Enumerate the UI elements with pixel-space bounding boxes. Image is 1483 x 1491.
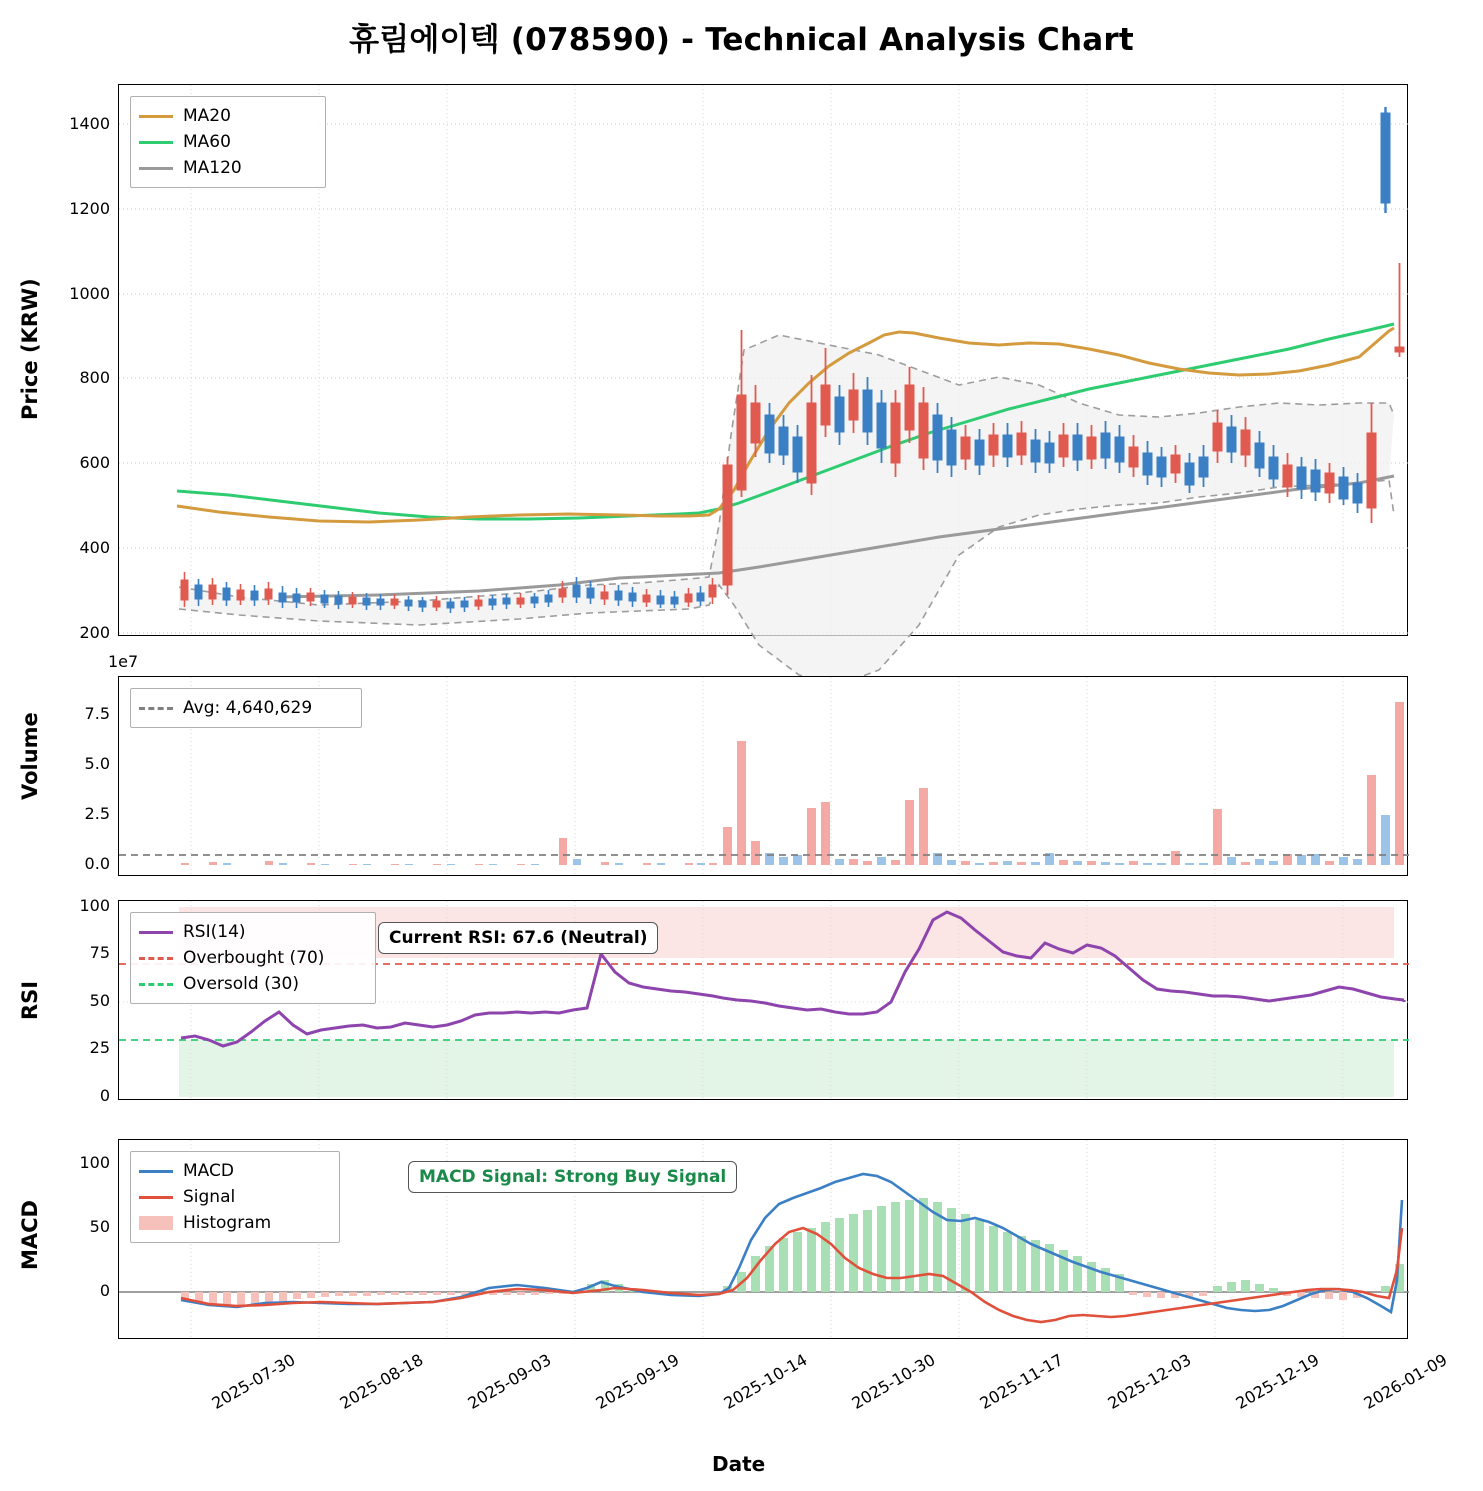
legend-item-oversold: [139, 971, 365, 997]
macd-ytick: 100: [79, 1153, 110, 1172]
rsi-ytick: 100: [79, 896, 110, 915]
volume-axis-label: Volume: [18, 712, 42, 800]
volume-ytick: 0.0: [84, 854, 110, 873]
price-ytick: 1000: [69, 284, 110, 303]
ma120-swatch: [139, 167, 173, 170]
x-tick: 2025-11-17: [976, 1350, 1067, 1413]
rsi-annotation: Current RSI: 67.6 (Neutral): [378, 922, 658, 954]
x-tick: 2025-12-03: [1104, 1350, 1195, 1413]
ma20-swatch: [139, 115, 173, 118]
volume-exponent: 1e7: [108, 652, 139, 671]
price-axis-label: Price (KRW): [18, 278, 42, 420]
legend-label: Oversold (30): [183, 974, 299, 994]
macd-ytick: 0: [99, 1281, 110, 1300]
x-tick: 2025-12-19: [1232, 1350, 1323, 1413]
legend-label: Overbought (70): [183, 948, 325, 968]
legend-label: MA60: [183, 132, 231, 152]
legend-label: RSI(14): [183, 922, 246, 942]
rsi-legend: [130, 912, 376, 1004]
volume-legend: [130, 688, 362, 728]
legend-label: Histogram: [183, 1213, 272, 1233]
macd-annotation: MACD Signal: Strong Buy Signal: [408, 1161, 737, 1193]
histogram-swatch: [139, 1216, 173, 1230]
legend-item-overbought: [139, 945, 365, 971]
price-ytick: 1200: [69, 199, 110, 218]
oversold-swatch: [139, 983, 173, 986]
legend-label: Avg: 4,640,629: [183, 698, 313, 718]
legend-item-ma60: [139, 129, 315, 155]
legend-label: MACD: [183, 1161, 234, 1181]
x-tick: 2025-08-18: [336, 1350, 427, 1413]
x-axis-label: Date: [712, 1452, 766, 1476]
rsi-ytick: 0: [99, 1086, 110, 1105]
legend-item-volume-avg: [139, 695, 351, 721]
legend-label: Signal: [183, 1187, 236, 1207]
rsi-axis-label: RSI: [18, 980, 42, 1020]
x-tick: 2025-09-19: [592, 1350, 683, 1413]
legend-item-ma20: [139, 103, 315, 129]
macd-axis-label: MACD: [18, 1200, 42, 1270]
volume-ytick: 5.0: [84, 754, 110, 773]
x-tick: 2025-09-03: [464, 1350, 555, 1413]
avg-line-swatch: [139, 707, 173, 710]
price-legend: [130, 96, 326, 188]
x-tick: 2025-10-14: [720, 1350, 811, 1413]
price-ytick: 200: [79, 623, 110, 642]
rsi-ytick: 50: [89, 991, 110, 1010]
overbought-swatch: [139, 957, 173, 960]
x-tick: 2025-07-30: [208, 1350, 299, 1413]
signal-line-swatch: [139, 1196, 173, 1199]
legend-label: MA120: [183, 158, 242, 178]
price-ytick: 400: [79, 538, 110, 557]
volume-ytick: 2.5: [84, 804, 110, 823]
macd-legend: [130, 1151, 340, 1243]
rsi-ytick: 75: [89, 943, 110, 962]
x-tick: 2025-10-30: [848, 1350, 939, 1413]
x-tick: 2026-01-09: [1360, 1350, 1451, 1413]
legend-item-macd: [139, 1158, 329, 1184]
page-title: 휴림에이텍 (078590) - Technical Analysis Chart: [349, 22, 1134, 58]
legend-item-rsi: [139, 919, 365, 945]
ma60-swatch: [139, 141, 173, 144]
price-ytick: 800: [79, 368, 110, 387]
legend-item-histogram: [139, 1210, 329, 1236]
legend-item-signal: [139, 1184, 329, 1210]
macd-line-swatch: [139, 1170, 173, 1173]
rsi-ytick: 25: [89, 1038, 110, 1057]
macd-ytick: 50: [89, 1217, 110, 1236]
rsi-line-swatch: [139, 931, 173, 934]
price-ytick: 1400: [69, 114, 110, 133]
volume-ytick: 7.5: [84, 704, 110, 723]
price-ytick: 600: [79, 453, 110, 472]
legend-item-ma120: [139, 155, 315, 181]
legend-label: MA20: [183, 106, 231, 126]
